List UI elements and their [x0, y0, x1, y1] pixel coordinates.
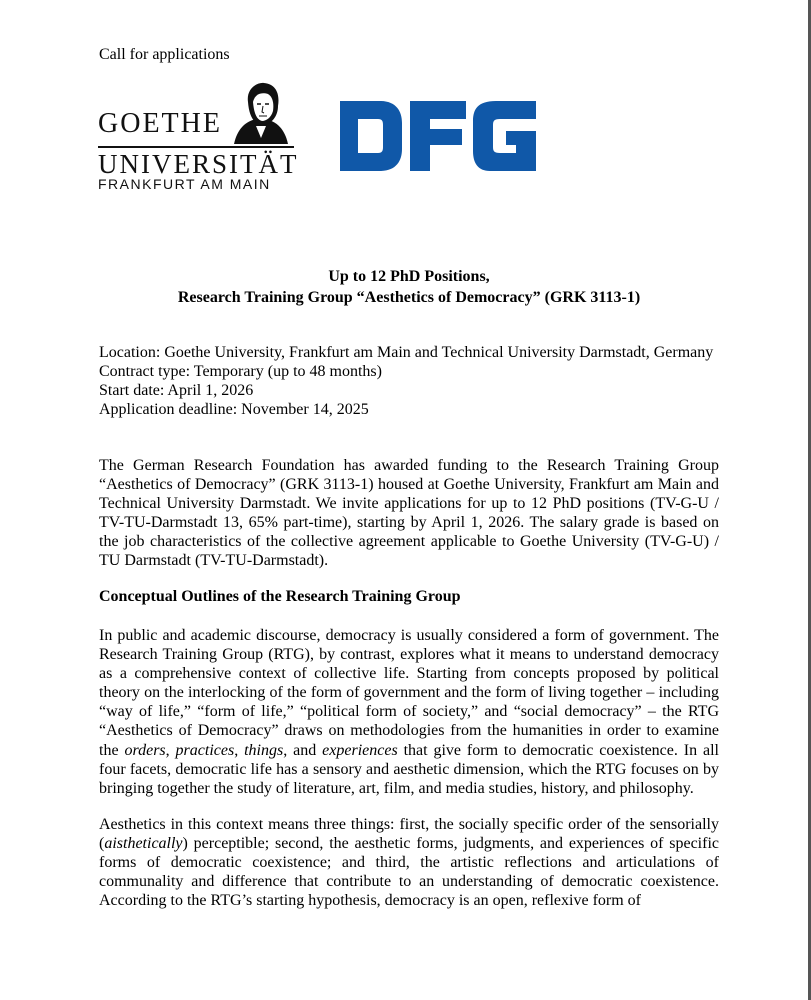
- goethe-portrait-icon: [228, 82, 294, 144]
- intro-paragraph: The German Research Foundation has awarded funding to the Research Training Group “Aesthetics of Democracy” (GRK 3113-1) housed at Goethe University, Frankfurt am Main and Technical University Darmstadt. We invite applications for up to 12 PhD positions (TV-G-U / TV-TU-Darmstadt 13, 65% part-time), starting by April 1, 2026. The salary grade is based on the job characteristics of the collective agreement applicable to Goethe University (TV-G-U) / TU Darmstadt (TV-TU-Darmstadt).: [99, 457, 719, 569]
- term-things: things: [244, 741, 284, 759]
- contract-type: Contract type: Temporary (up to 48 months): [99, 363, 382, 380]
- aesthetics-text-2: ) perceptible; second, the aesthetic forms, judgments, and experiences of specific forms of democratic coexistence; and third, the artistic reflections and articulations of communality and difference that contribute to an understanding of democratic coexistence. According to the RTG’s starting hypothesis, democracy is an open, reflexive form of: [99, 835, 719, 909]
- term-experiences: experiences: [322, 741, 398, 759]
- goethe-divider: [98, 146, 294, 148]
- term-orders: orders: [124, 741, 166, 759]
- separator: ,: [234, 741, 245, 759]
- dfg-logo: [338, 101, 538, 171]
- concept-text-1: In public and academic discourse, democracy is usually considered a form of government. The Research Training Group (RTG), by contrast, explores what it means to understand democracy as a comprehensive context of collective life. Starting from concepts proposed by political theory on the interlocking of the form of government and the form of living together – including “way of life,” “form of life,” “political form of society,” and “social democracy” – the RTG “Aesthetics of Democracy” draws on methodologies from the humanities in order to examine the: [99, 627, 719, 759]
- goethe-wordmark: GOETHE: [98, 108, 222, 139]
- heading-line-2: Research Training Group “Aesthetics of Democracy” (GRK 3113-1): [177, 289, 641, 306]
- concept-text-2: that give form to democratic coexistence. In all four facets, democratic life has a sensory and aesthetic dimension, which the RTG focuses on by bringing together the study of literature, art, film, and media studies, history, and philosophy.: [99, 741, 720, 797]
- term-practices: practices: [175, 741, 235, 759]
- location: Location: Goethe University, Frankfurt am Main and Technical University Darmstadt, Germany: [99, 344, 714, 361]
- position-details: [99, 343, 719, 419]
- heading-line-1: Up to 12 PhD Positions,: [328, 268, 490, 285]
- application-deadline: Application deadline: November 14, 2025: [99, 401, 369, 418]
- separator: , and: [283, 741, 323, 759]
- aesthetics-text-1: Aesthetics in this context means three things: first, the socially specific order of the sensorially (: [99, 816, 719, 852]
- concept-paragraph: [99, 626, 719, 798]
- section-heading: Conceptual Outlines of the Research Training Group: [99, 588, 461, 605]
- goethe-university-logo: [98, 82, 298, 192]
- term-aisthetically: aisthetically: [104, 835, 183, 852]
- start-date: Start date: April 1, 2026: [99, 382, 254, 399]
- call-for-applications: Call for applications: [99, 46, 230, 63]
- universitaet-wordmark: UNIVERSITÄT: [98, 149, 299, 179]
- frankfurt-wordmark: FRANKFURT AM MAIN: [98, 176, 271, 192]
- separator: ,: [165, 741, 176, 759]
- aesthetics-paragraph: [99, 815, 719, 910]
- position-heading: [99, 266, 719, 308]
